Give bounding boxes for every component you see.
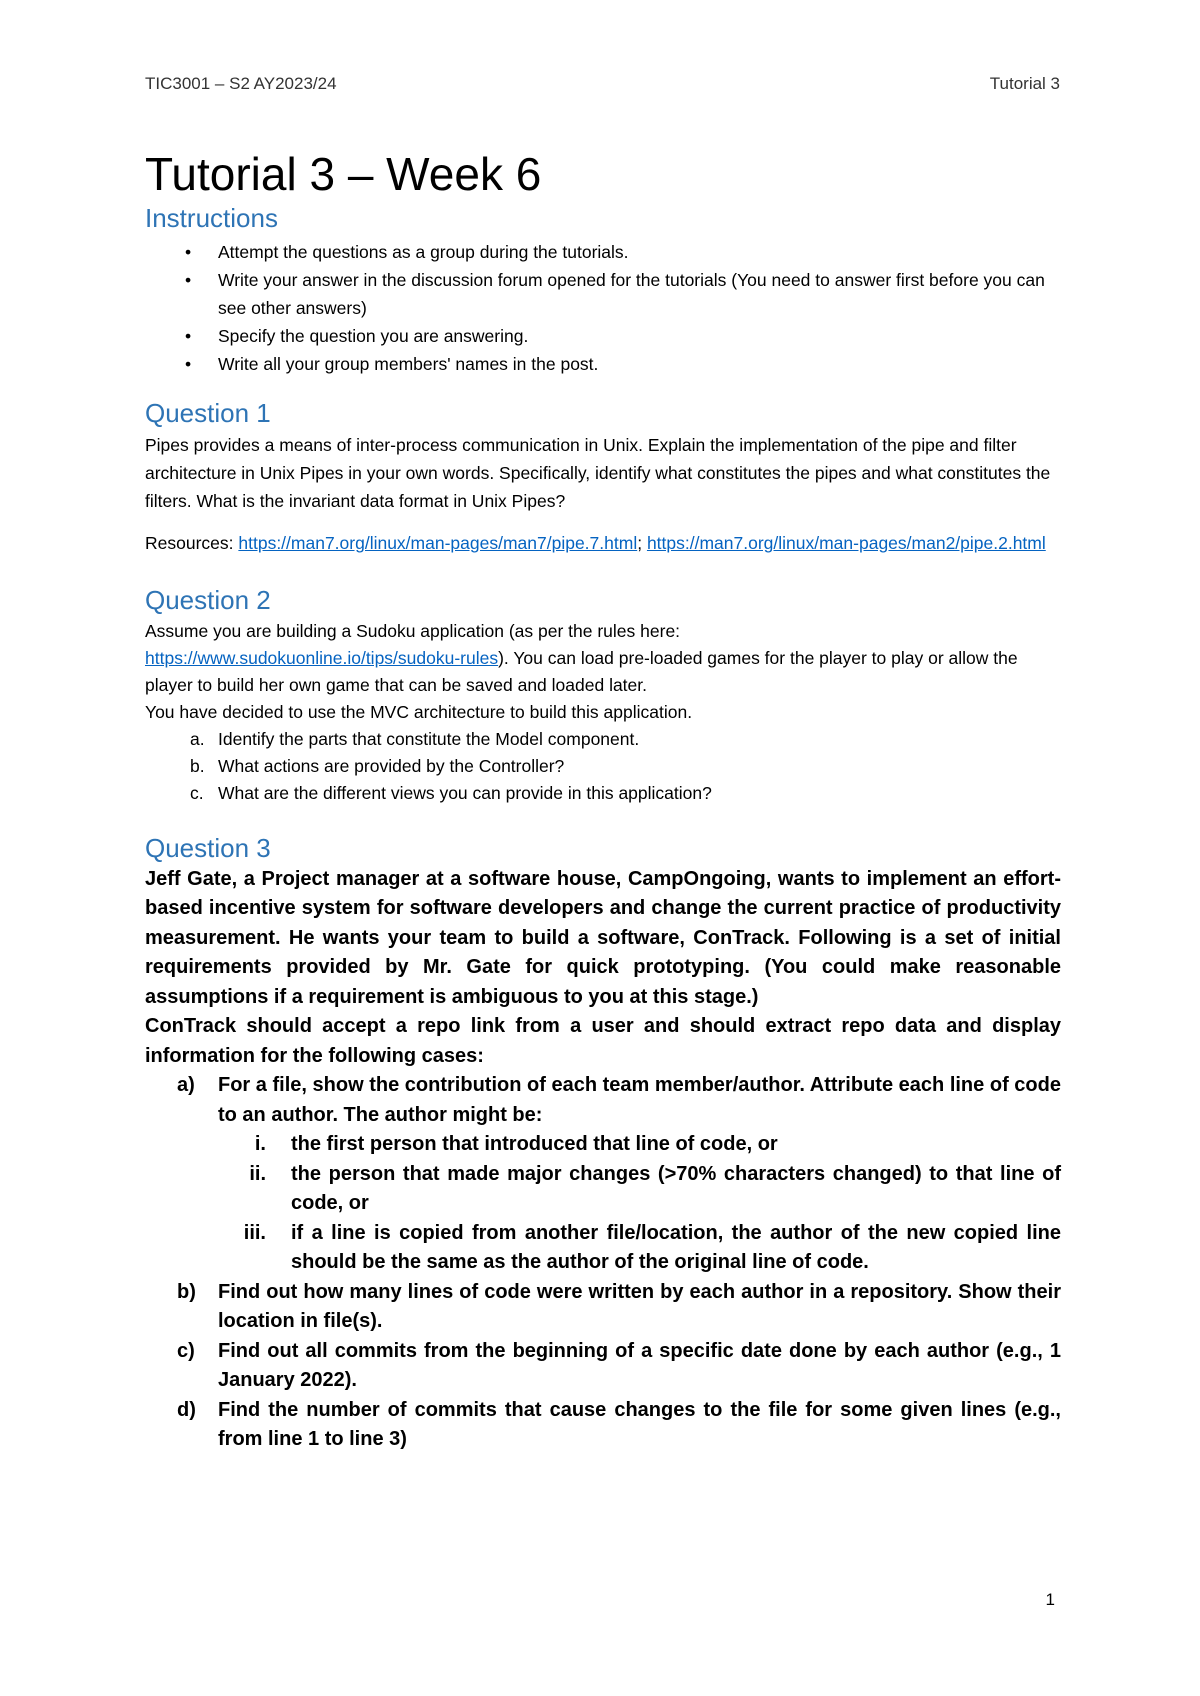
question-1-text: Pipes provides a means of inter-process communication in Unix. Explain the implementation of the pipe and filter architecture in Unix Pipes in your own words. Specifically, identify what constitutes the pipes and what constitutes the filters. What is the invariant data format in Unix Pipes? <box>145 435 1051 512</box>
sudoku-rules-link[interactable]: https://www.sudokuonline.io/tips/sudoku-rules <box>145 648 499 669</box>
bullet-icon: • <box>185 242 192 263</box>
instructions-heading: Instructions <box>145 202 278 233</box>
instructions-list <box>145 238 1061 378</box>
content <box>145 148 1061 1455</box>
question-3-para-1: Jeff Gate, a Project manager at a software house, CampOngoing, wants to implement an effort-based incentive system for software developers and change the current practice of productivity measurement. He wants your team to build a software, ConTrack. Following is a set of initial requirements provided by Mr. Gate for quick prototyping. (You could make reasonable assumptions if a requirement is ambiguous to you at this stage.) <box>145 867 1061 1008</box>
question-2-intro: Assume you are building a Sudoku application (as per the rules here: https://www.sudokuonline.io/tips/sudoku-rules). You can load pre-loaded games for the player to play or allow the player to build her own game that can be saved and loaded later. You have decided to use the MVC architecture to build this application. <box>145 621 1018 723</box>
question-1-heading: Question 1 <box>145 398 271 429</box>
list-item: c. What are the different views you can provide in this application? <box>190 783 712 804</box>
list-item: c) Find out all commits from the beginning of a specific date done by each author (e.g., 1 January 2022). <box>177 1339 1061 1392</box>
question-3-heading: Question 3 <box>145 833 271 864</box>
list-item: • Write all your group members' names in the post. <box>145 350 1061 378</box>
pipe7-link[interactable]: https://man7.org/linux/man-pages/man7/pipe.7.html <box>238 533 638 554</box>
list-item: a. Identify the parts that constitute the Model component. <box>190 729 640 750</box>
question-1-resources: Resources: https://man7.org/linux/man-pages/man7/pipe.7.html; https://man7.org/linux/man-pages/man2/pipe.2.html <box>145 533 1046 554</box>
list-item: i. the first person that introduced that line of code, or <box>254 1133 778 1156</box>
list-item: • Write your answer in the discussion forum opened for the tutorials (You need to answer first before you can see other answers) <box>145 266 1061 322</box>
pipe2-link[interactable]: https://man7.org/linux/man-pages/man2/pipe.2.html <box>646 533 1046 554</box>
question-3-list <box>145 1071 1061 1455</box>
list-item: a) For a file, show the contribution of each team member/author. Attribute each line of code to an author. The author might be: i. the first person that introduced that line of code, or ii. the person that made major changes (>70% characters changed) to that line of code, or iii. if a line is copied from another file/location, the author of the new copied line should be the same as the author of the original line of code. <box>145 1071 1061 1278</box>
page-number: 1 <box>1045 1590 1055 1609</box>
list-item: ii. the person that made major changes (>70% characters changed) to that line of code, or <box>249 1162 1061 1215</box>
page-title: Tutorial 3 – Week 6 <box>145 148 542 200</box>
question-3-para-2: ConTrack should accept a repo link from a user and should extract repo data and display information for the following cases: <box>145 1015 1061 1067</box>
bullet-icon: • <box>185 270 192 291</box>
list-item: • Attempt the questions as a group during the tutorials. <box>145 238 1061 266</box>
roman-list <box>218 1130 1061 1278</box>
bullet-icon: • <box>185 326 192 347</box>
list-item: d) Find the number of commits that cause changes to the file for some given lines (e.g., from line 1 to line 3) <box>177 1398 1061 1451</box>
bullet-icon: • <box>185 354 192 375</box>
list-item: b. What actions are provided by the Controller? <box>190 756 565 777</box>
question-2-list <box>145 726 1061 807</box>
list-item: b) Find out how many lines of code were written by each author in a repository. Show their location in file(s). <box>177 1280 1061 1333</box>
header-course: TIC3001 – S2 AY2023/24 <box>145 74 337 93</box>
question-2-heading: Question 2 <box>145 585 271 616</box>
list-item: • Specify the question you are answering. <box>145 322 1061 350</box>
list-item: iii. if a line is copied from another file/location, the author of the new copied line should be the same as the author of the original line of code. <box>243 1221 1061 1274</box>
header-tutorial: Tutorial 3 <box>989 74 1060 93</box>
